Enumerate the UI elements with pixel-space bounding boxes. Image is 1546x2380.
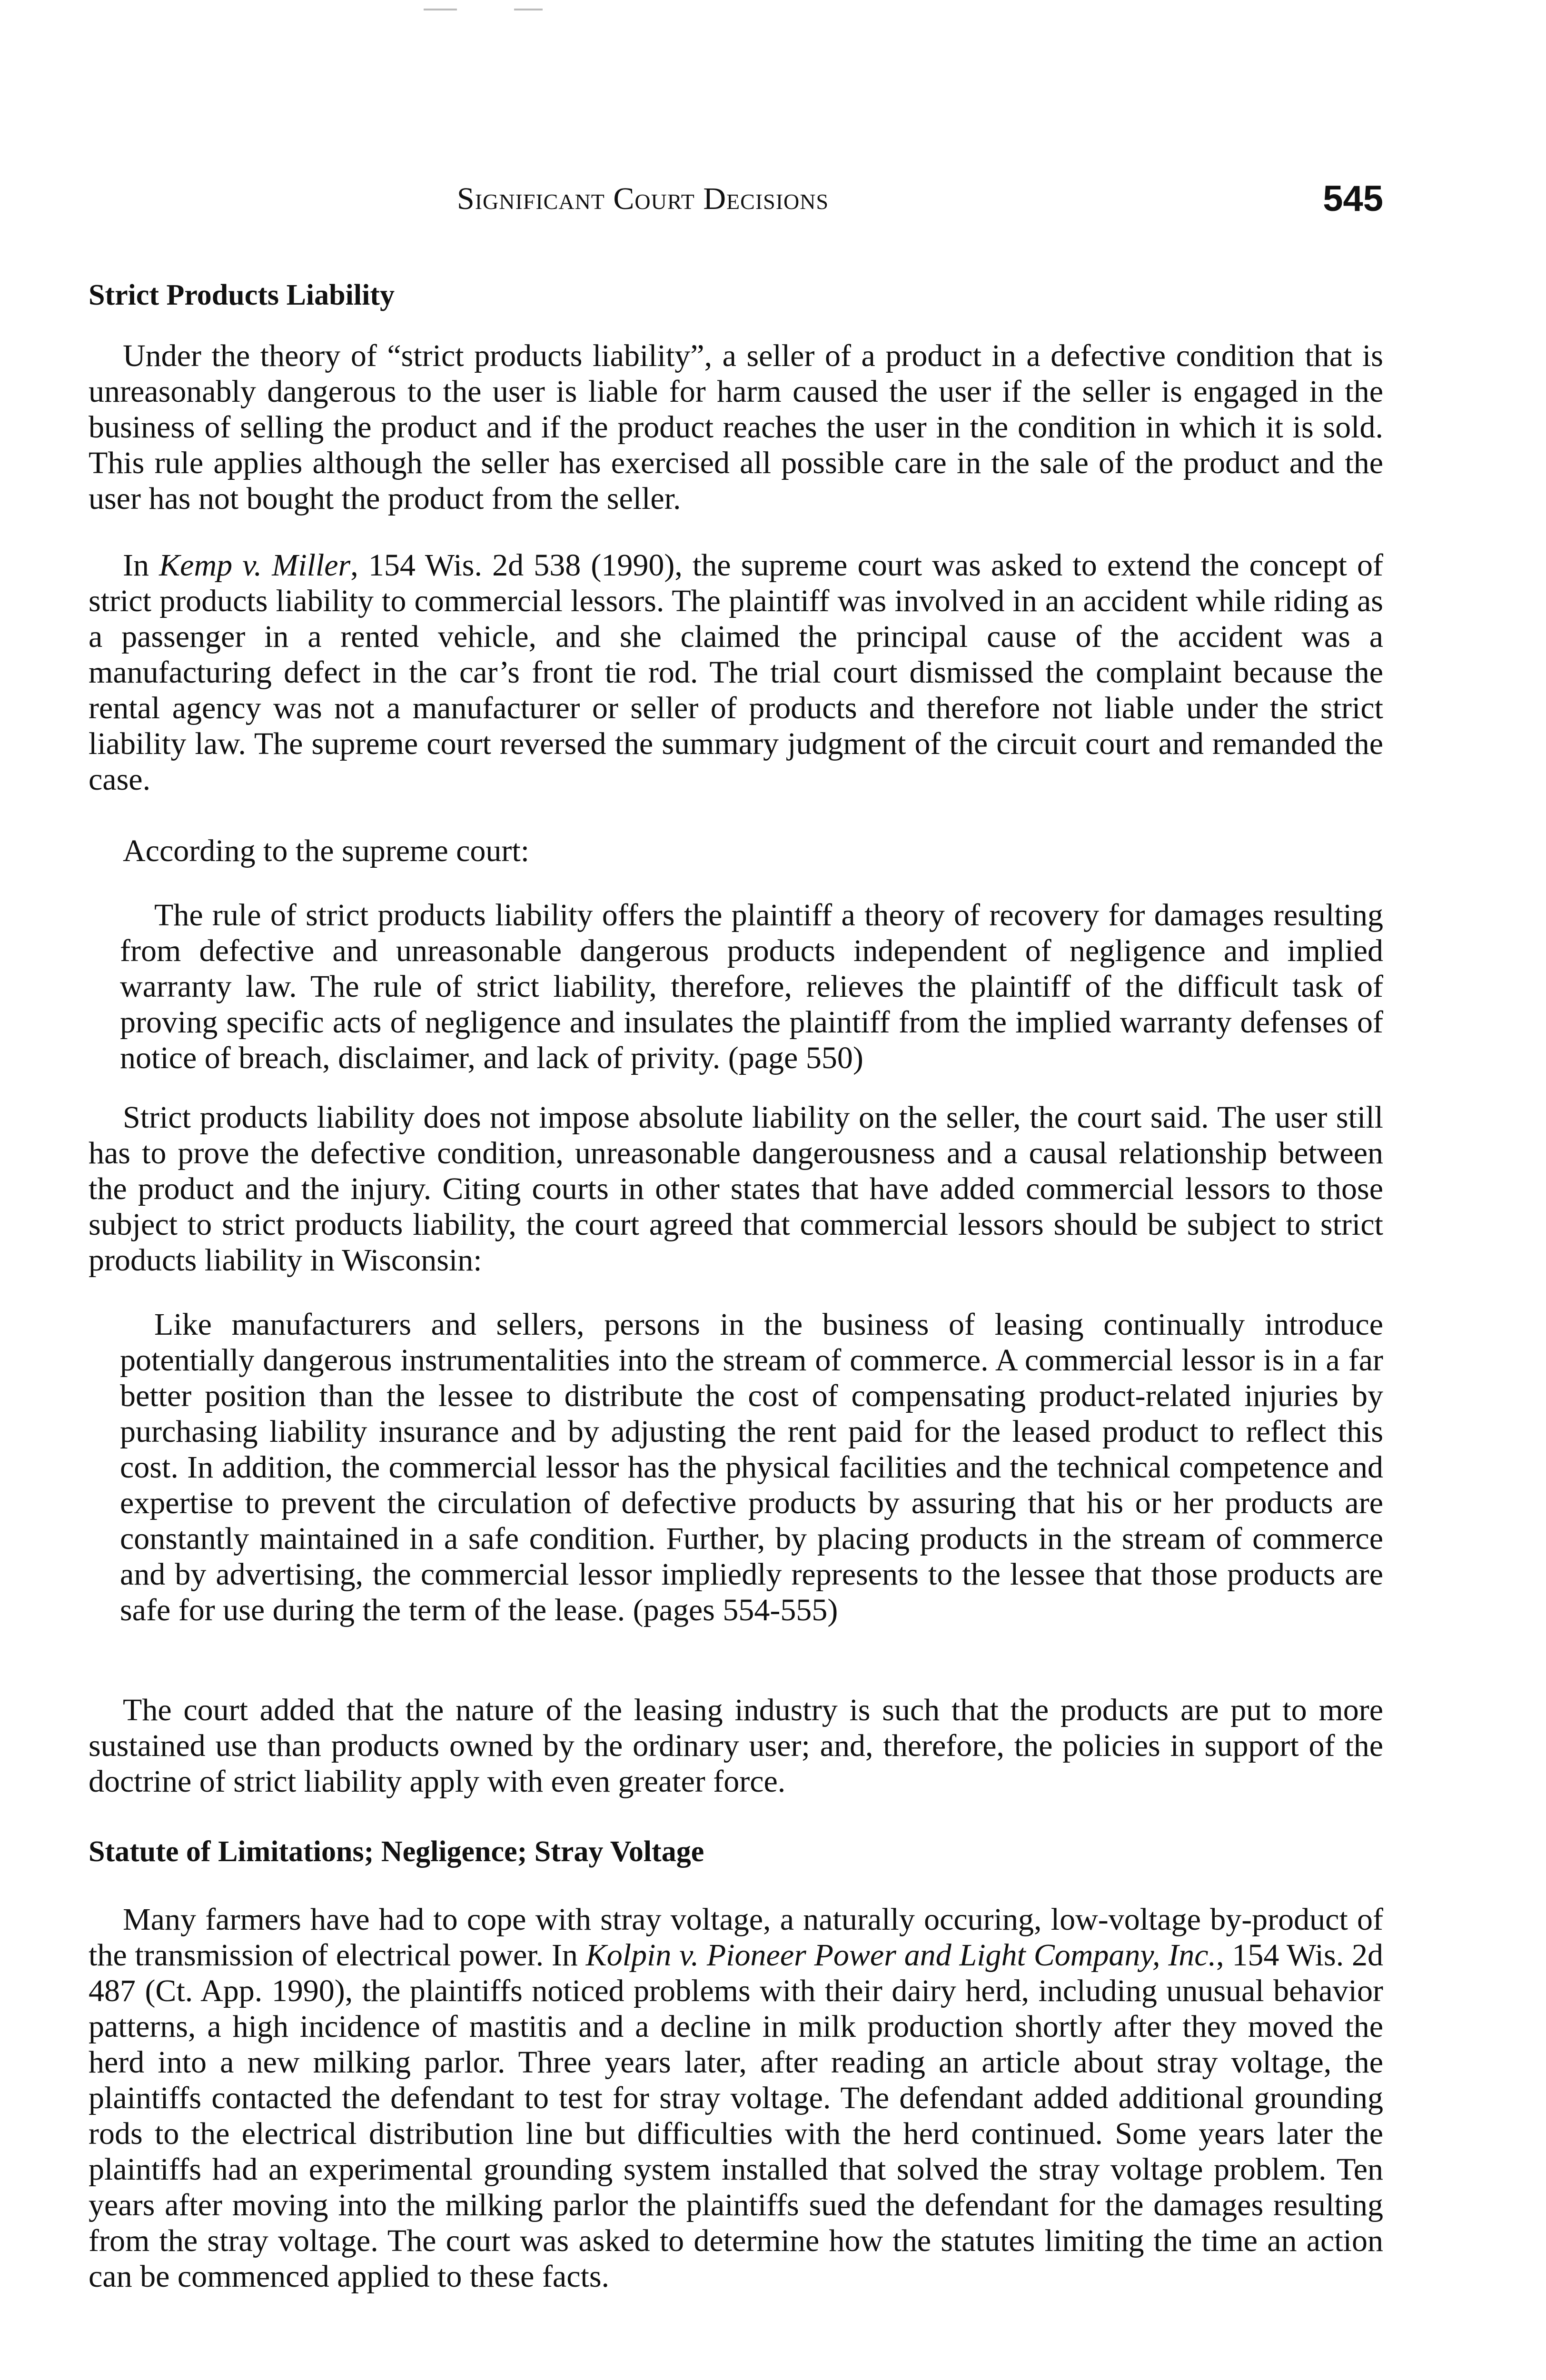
running-head: Significant Court Decisions [457, 181, 829, 216]
paragraph [89, 547, 1383, 797]
text-run: , 154 Wis. 2d 538 (1990), the supreme court was asked to extend the concept of strict products liability to commercial lessors. The plaintiff was involved in an accident while riding as a passenger in a rented vehicle, and she claimed the principal cause of the accident was a manufacturing defect in the car’s front tie rod. The trial court dismissed the complaint because the rental agency was not a manufacturer or seller of products and therefore not liable under the strict liability law. The supreme court reversed the summary judgment of the circuit court and remanded the case. [89, 548, 1383, 797]
text-run: , 154 Wis. 2d 487 (Ct. App. 1990), the plaintiffs noticed problems with their dairy herd, including unusual behavior patterns, a high incidence of mastitis and a decline in milk production shortly after they moved the herd into a new milking parlor. Three years later, after reading an article about stray voltage, the plaintiffs contacted the defendant to test for stray voltage. The defendant added additional grounding rods to the electrical distribution line but difficulties with the herd continued. Some years later the plaintiffs had an experimental grounding system installed that solved the stray voltage problem. Ten years after moving into the milking parlor the plaintiffs sued the defendant for the damages resulting from the stray voltage. The court was asked to determine how the statutes limiting the time an action can be commenced applied to these facts. [89, 1938, 1383, 2294]
page-header [89, 178, 1383, 224]
text-run: Many farmers have had to cope with stray voltage, a naturally occuring, low-voltage by-product of the transmission of electrical power. In [89, 1902, 1383, 1973]
paragraph: According to the supreme court: [123, 833, 530, 868]
block-quote: Like manufacturers and sellers, persons in the business of leasing continually introduce potentially dangerous instrumentalities into the stream of commerce. A commercial lessor is in a far better position than the lessee to distribute the cost of compensating product-related injuries by purchasing liability insurance and by adjusting the rent paid for the leased product to reflect this cost. In addition, the commercial lessor has the physical facilities and the technical competence and expertise to prevent the circulation of defective products by assuring that his or her products are constantly maintained in a safe condition. Further, by placing products in the stream of commerce and by advertising, the commercial lessor impliedly represents to the lessee that those products are safe for use during the term of the lease. (pages 554-555) [120, 1307, 1383, 1627]
paragraph: The court added that the nature of the leasing industry is such that the products are put to more sustained use than products owned by the ordinary user; and, therefore, the policies in support of the doctrine of strict liability apply with even greater force. [89, 1693, 1383, 1799]
paragraph [89, 1902, 1383, 2294]
paragraph: Under the theory of “strict products liability”, a seller of a product in a defective condition that is unreasonably dangerous to the user is liable for harm caused the user if the seller is engaged in the business of selling the product and if the product reaches the user in the condition in which it is sold. This rule applies although the seller has exercised all possible care in the sale of the product and the user has not bought the product from the seller. [89, 338, 1383, 516]
case-name: Kolpin v. Pioneer Power and Light Company, Inc. [585, 1938, 1217, 1973]
block-quote: The rule of strict products liability offers the plaintiff a theory of recovery for damages resulting from defective and unreasonable dangerous products independent of negligence and implied warranty law. The rule of strict liability, therefore, relieves the plaintiff of the difficult task of proving specific acts of negligence and insulates the plaintiff from the implied warranty defenses of notice of breach, disclaimer, and lack of privity. (page 550) [120, 898, 1383, 1075]
section-heading-strict-products-liability: Strict Products Liability [89, 279, 395, 311]
page-number: 545 [1323, 178, 1383, 219]
text-run: In [123, 548, 159, 583]
paragraph: Strict products liability does not impose absolute liability on the seller, the court said. The user still has to prove the defective condition, unreasonable dangerousness and a causal relationship between the product and the injury. Citing courts in other states that have added commercial lessors to those subject to strict products liability, the court agreed that commercial lessors should be subject to strict products liability in Wisconsin: [89, 1100, 1383, 1278]
document-page [89, 0, 1383, 2380]
section-heading-statute-of-limitations: Statute of Limitations; Negligence; Stray Voltage [89, 1835, 704, 1868]
case-name: Kemp v. Miller [159, 548, 351, 583]
